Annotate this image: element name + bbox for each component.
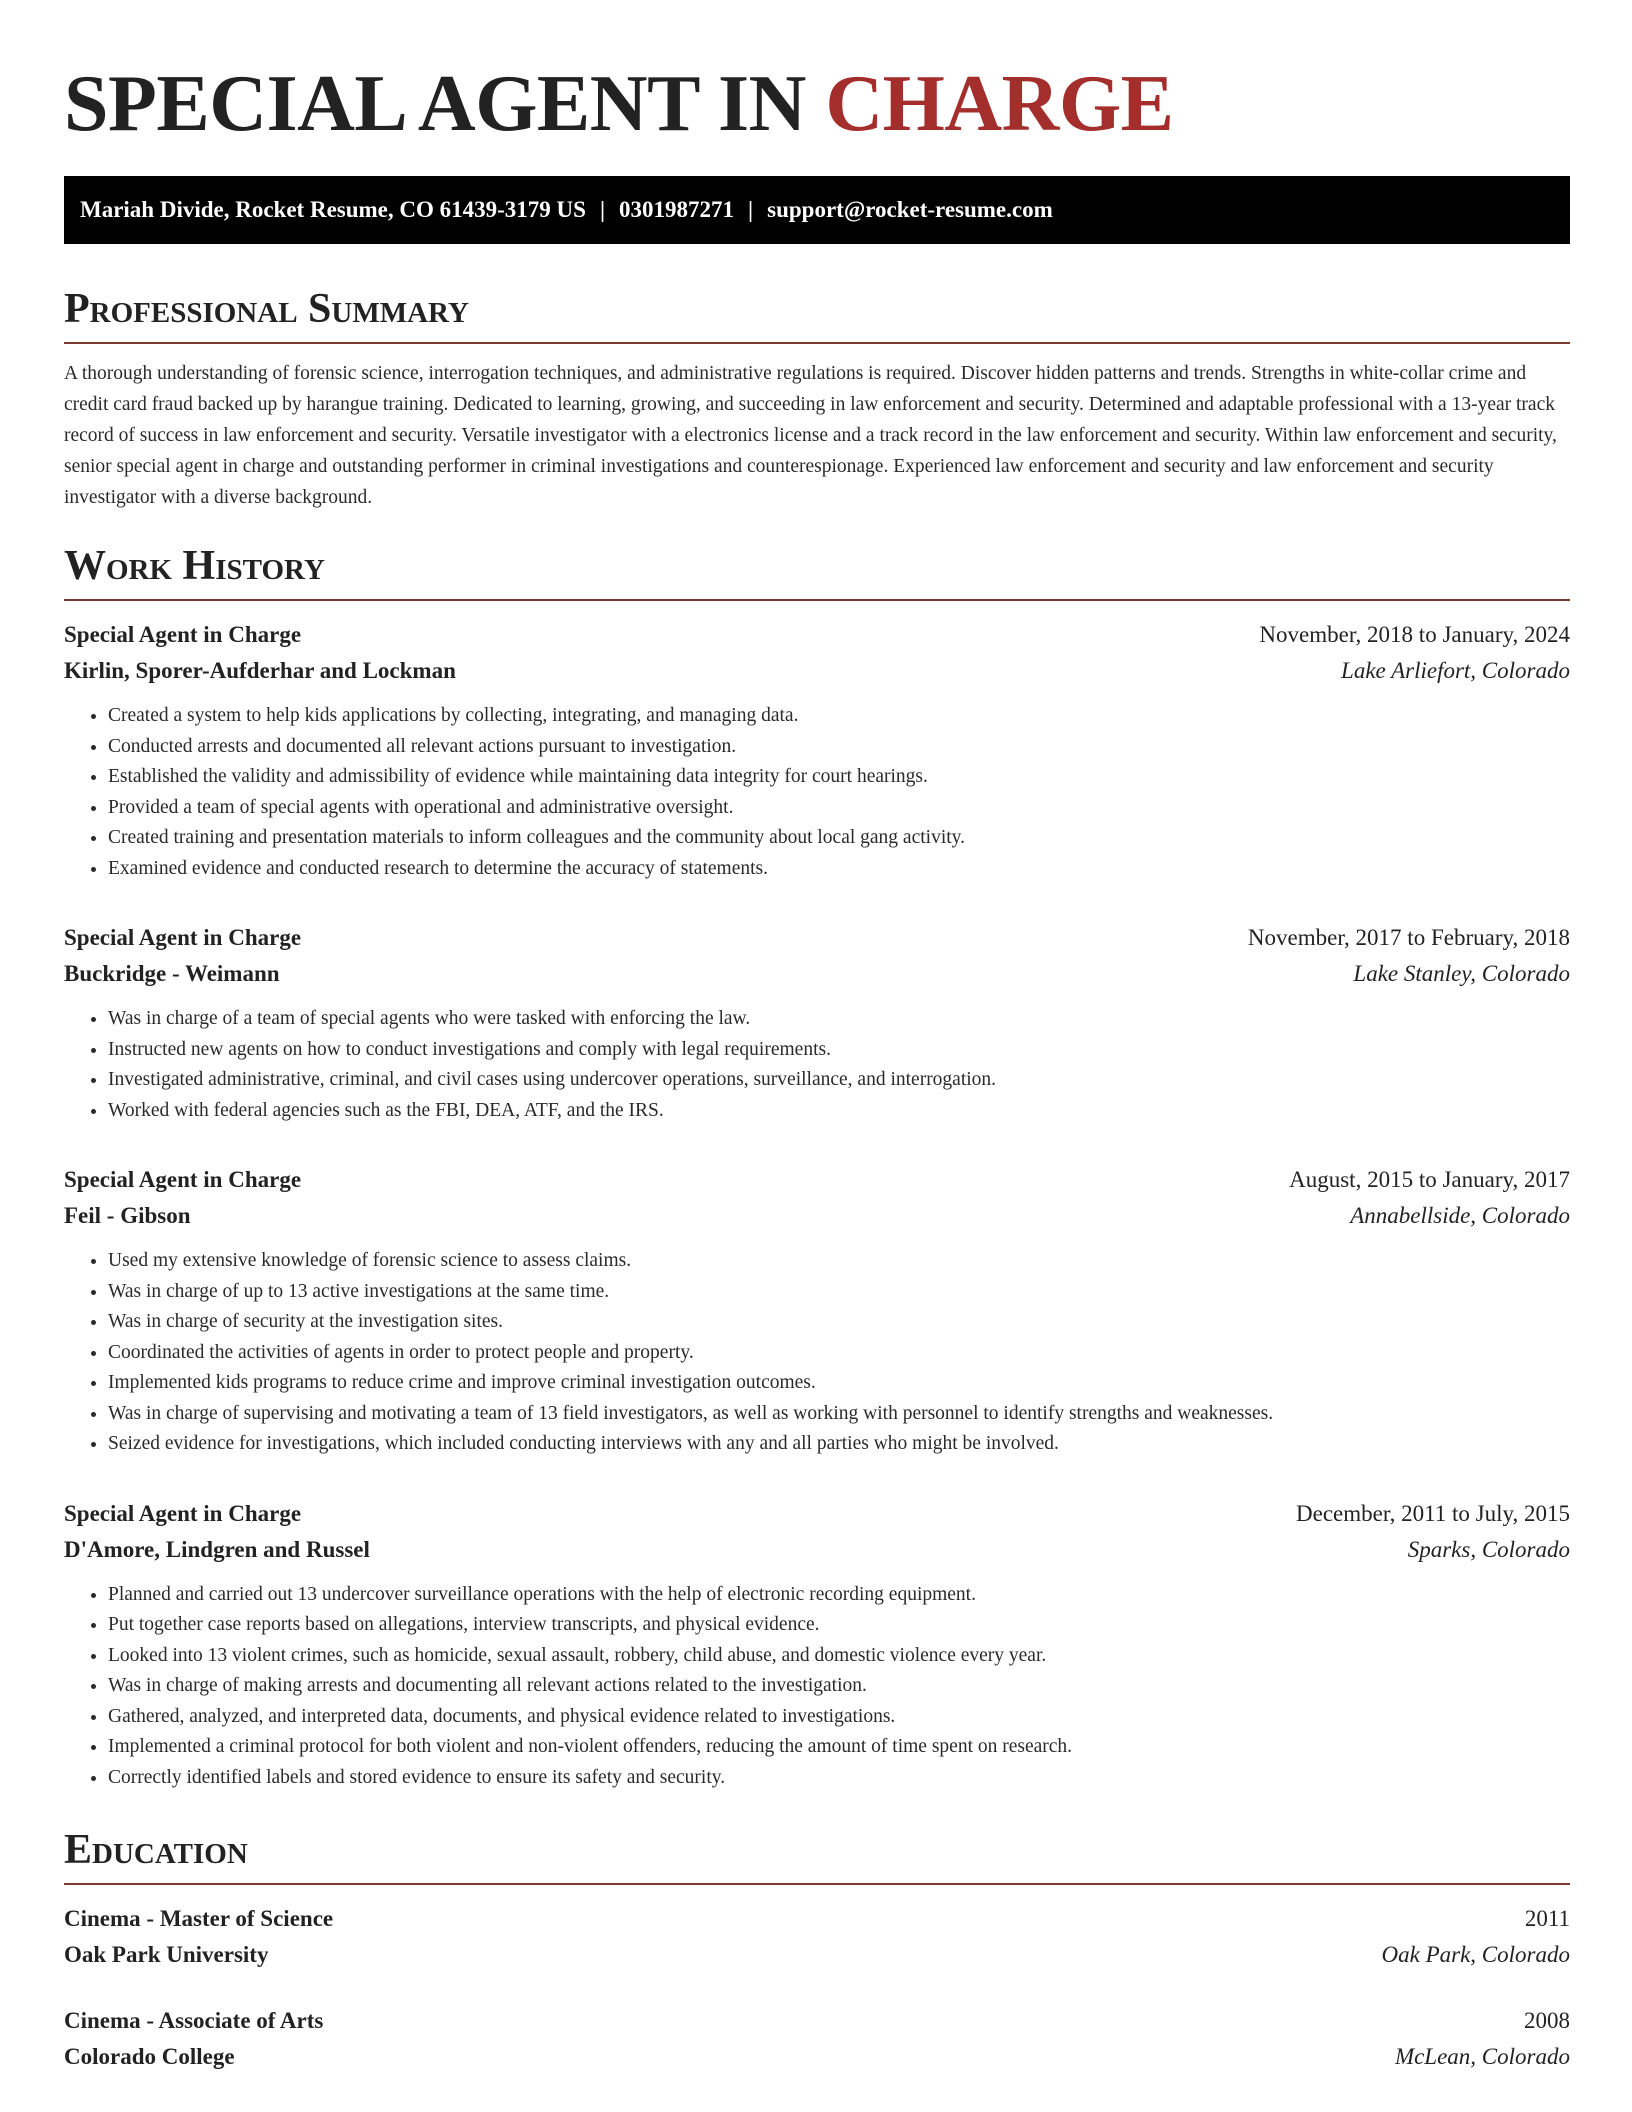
job-bullet: • Used my extensive knowledge of forensic science to assess claims. (108, 1246, 1570, 1277)
summary-text: A thorough understanding of forensic science, interrogation techniques, and administrative regulations is required. Discover hidden patterns and trends. Strengths in white-collar crime and credit card fraud backed up by harangue training. Dedicated to learning, growing, and succeeding in law enforcement and security. Determined and adaptable professional with a 13-year track record of success in law enforcement and security. Versatile investigator with a electronics license and a track record in the law enforcement and security. Within law enforcement and security, senior special agent in charge and outstanding performer in criminal investigations and counterespionage. Experienced law enforcement and security and law enforcement and security investigator with a diverse background. (64, 363, 1557, 508)
job-entry (64, 1162, 1570, 1460)
education-location: Oak Park, Colorado (1381, 1942, 1570, 1967)
job-title: Special Agent in Charge (64, 1167, 302, 1192)
job-bullet: • Planned and carried out 13 undercover surveillance operations with the help of electronic recording equipment. (108, 1580, 1570, 1611)
job-dates: November, 2017 to February, 2018 (1247, 925, 1570, 950)
job-bullet: • Investigated administrative, criminal, and civil cases using undercover operations, surveillance, and interrogation. (108, 1065, 1570, 1096)
job-bullet: • Worked with federal agencies such as the FBI, DEA, ATF, and the IRS. (108, 1096, 1570, 1127)
job-header-row (64, 1496, 1570, 1532)
job-dates: December, 2011 to July, 2015 (1296, 1500, 1570, 1526)
education-entry (64, 2003, 1570, 2075)
education-school-row (64, 2039, 1570, 2075)
education-degree-row (64, 2003, 1570, 2039)
job-company: Feil - Gibson (64, 1203, 191, 1228)
job-bullets (64, 701, 1570, 884)
job-bullet: • Looked into 13 violent crimes, such as homicide, sexual assault, robbery, child abuse, and domestic violence every year. (108, 1641, 1570, 1672)
job-company-row (64, 653, 1570, 689)
job-header-row (64, 920, 1570, 956)
education-year: 2011 (1524, 1906, 1570, 1931)
job-location: Sparks, Colorado (1407, 1536, 1570, 1562)
job-bullet: • Was in charge of supervising and motivating a team of 13 field investigators, as well as working with personnel to identify strengths and weaknesses. (108, 1399, 1570, 1430)
job-dates: November, 2018 to January, 2024 (1259, 622, 1570, 647)
education-entry (64, 1901, 1570, 1973)
resume-page (64, 0, 1570, 2075)
work-history-heading: Work History (64, 541, 1570, 601)
education-school: Oak Park University (64, 1942, 269, 1967)
contact-separator: | (748, 197, 754, 222)
job-company-row (64, 956, 1570, 992)
education-school-row (64, 1937, 1570, 1973)
job-bullet: • Put together case reports based on allegations, interview transcripts, and physical evidence. (108, 1610, 1570, 1641)
job-bullet: • Examined evidence and conducted research to determine the accuracy of statements. (108, 854, 1570, 885)
job-bullet: • Was in charge of security at the investigation sites. (108, 1307, 1570, 1338)
education-degree-row (64, 1901, 1570, 1937)
education-school: Colorado College (64, 2044, 235, 2069)
job-bullet: • Implemented kids programs to reduce crime and improve criminal investigation outcomes. (108, 1368, 1570, 1399)
education-degree: Cinema - Associate of Arts (64, 2008, 324, 2033)
job-bullet: • Gathered, analyzed, and interpreted data, documents, and physical evidence related to investigations. (108, 1702, 1570, 1733)
job-dates: August, 2015 to January, 2017 (1289, 1167, 1570, 1192)
education-degree: Cinema - Master of Science (64, 1906, 334, 1931)
job-location: Lake Arliefort, Colorado (1341, 658, 1570, 683)
education-year: 2008 (1524, 2008, 1570, 2033)
job-location: Annabellside, Colorado (1350, 1203, 1570, 1228)
job-title: Special Agent in Charge (64, 622, 302, 647)
job-title: Special Agent in Charge (64, 925, 302, 950)
job-bullet: • Instructed new agents on how to conduct investigations and comply with legal requirements. (108, 1035, 1570, 1066)
title-accent: CHARGE (825, 60, 1174, 148)
job-bullets (64, 1004, 1570, 1126)
job-company-row (64, 1198, 1570, 1234)
job-entry (64, 617, 1570, 884)
job-bullet: • Was in charge of making arrests and documenting all relevant actions related to the investigation. (108, 1671, 1570, 1702)
job-entry (64, 920, 1570, 1126)
contact-separator: | (599, 197, 606, 222)
title-main: SPECIAL AGENT IN (64, 60, 806, 148)
job-bullet: • Coordinated the activities of agents in order to protect people and property. (108, 1338, 1570, 1369)
job-bullet: • Created a system to help kids applications by collecting, integrating, and managing data. (108, 701, 1570, 732)
job-bullet: • Was in charge of up to 13 active investigations at the same time. (108, 1277, 1570, 1308)
education-location: McLean, Colorado (1394, 2044, 1570, 2069)
job-company: Buckridge - Weimann (64, 961, 280, 986)
job-bullets (64, 1246, 1570, 1460)
job-location: Lake Stanley, Colorado (1353, 961, 1570, 986)
job-bullets (64, 1580, 1570, 1794)
job-header-row (64, 1162, 1570, 1198)
job-bullet: • Was in charge of a team of special agents who were tasked with enforcing the law. (108, 1004, 1570, 1035)
summary-heading: Professional Summary (64, 284, 1570, 344)
job-entry (64, 1496, 1570, 1794)
job-bullet: • Established the validity and admissibility of evidence while maintaining data integrity for court hearings. (108, 762, 1570, 793)
job-bullet: • Conducted arrests and documented all relevant actions pursuant to investigation. (108, 732, 1570, 763)
job-bullet: • Provided a team of special agents with operational and administrative oversight. (108, 793, 1570, 824)
contact-bar (64, 176, 1570, 244)
job-bullet: • Seized evidence for investigations, which included conducting interviews with any and all parties who might be involved. (108, 1429, 1570, 1460)
education-heading: Education (64, 1825, 1570, 1885)
job-company: Kirlin, Sporer-Aufderhar and Lockman (64, 658, 456, 683)
job-bullet: • Implemented a criminal protocol for both violent and non-violent offenders, reducing the amount of time spent on research. (108, 1732, 1570, 1763)
job-header-row (64, 617, 1570, 653)
contact-address: Mariah Divide, Rocket Resume, CO 61439-3179 US (80, 197, 586, 222)
contact-phone: 0301987271 (619, 197, 735, 222)
job-bullet: • Created training and presentation materials to inform colleagues and the community about local gang activity. (108, 823, 1570, 854)
job-company-row (64, 1532, 1570, 1568)
page-title (64, 0, 1570, 152)
contact-email[interactable]: support@rocket-resume.com (767, 197, 1053, 222)
job-bullet: • Correctly identified labels and stored evidence to ensure its safety and security. (108, 1763, 1570, 1794)
job-company: D'Amore, Lindgren and Russel (64, 1536, 370, 1562)
job-title: Special Agent in Charge (64, 1500, 302, 1526)
